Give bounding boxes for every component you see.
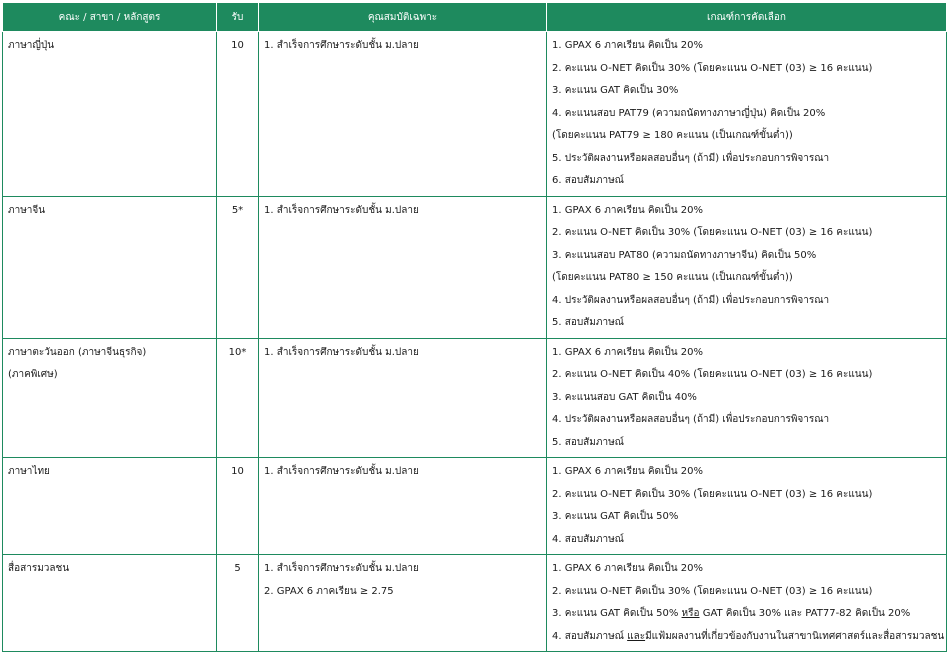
table-row (3, 196, 947, 338)
criteria-line-mixed: 3. คะแนน GAT คิดเป็น 50% หรือ GAT คิดเป็น 30% และ PAT77-82 คิดเป็น 20% (552, 608, 911, 619)
seats-cell: 10* (217, 338, 259, 458)
criteria-cell: 1. GPAX 6 ภาคเรียน คิดเป็น 20% 2. คะแนน O-NET คิดเป็น 40% (โดยคะแนน O-NET (03) ≥ 16 คะแนน) 3. คะแนนสอบ GAT คิดเป็น 40% 4. ประวัติผลงานหรือผลสอบอื่นๆ (ถ้ามี) เพื่อประกอบการพิจารณา 5. สอบสัมภาษณ์ (547, 338, 947, 458)
seats-cell: 10 (217, 458, 259, 555)
program-cell: ภาษาจีน (3, 196, 217, 338)
program-cell: ภาษาญี่ปุ่น (3, 32, 217, 197)
seats-cell: 10 (217, 32, 259, 197)
table-row (3, 458, 947, 555)
program-cell: ภาษาไทย (3, 458, 217, 555)
header-qualifications: คุณสมบัติเฉพาะ (259, 3, 547, 32)
qualifications-cell: 1. สำเร็จการศึกษาระดับชั้น ม.ปลาย (259, 338, 547, 458)
table-row (3, 32, 947, 197)
qualifications-cell: 1. สำเร็จการศึกษาระดับชั้น ม.ปลาย (259, 196, 547, 338)
program-cell: สื่อสารมวลชน (3, 555, 217, 652)
header-criteria: เกณฑ์การคัดเลือก (547, 3, 947, 32)
criteria-line-mixed: 4. สอบสัมภาษณ์ และมีแฟ้มผลงานที่เกี่ยวข้องกับงานในสาขานิเทศศาสตร์และสื่อสารมวลชน (552, 630, 945, 642)
header-seats: รับ (217, 3, 259, 32)
table-header-row (3, 3, 947, 32)
criteria-cell: 1. GPAX 6 ภาคเรียน คิดเป็น 20% 2. คะแนน O-NET คิดเป็น 30% (โดยคะแนน O-NET (03) ≥ 16 คะแนน) 3. คะแนน GAT คิดเป็น 30% 4. คะแนนสอบ PAT79 (ความถนัดทางภาษาญี่ปุ่น) คิดเป็น 20% (โดยคะแนน PAT79 ≥ 180 คะแนน (เป็นเกณฑ์ขั้นต่ำ)) 5. ประวัติผลงานหรือผลสอบอื่นๆ (ถ้ามี) เพื่อประกอบการพิจารณา 6. สอบสัมภาษณ์ (547, 32, 947, 197)
table-row (3, 338, 947, 458)
criteria-cell: 1. GPAX 6 ภาคเรียน คิดเป็น 20% 2. คะแนน O-NET คิดเป็น 30% (โดยคะแนน O-NET (03) ≥ 16 คะแนน) 3. คะแนนสอบ PAT80 (ความถนัดทางภาษาจีน) คิดเป็น 50% (โดยคะแนน PAT80 ≥ 150 คะแนน (เป็นเกณฑ์ขั้นต่ำ)) 4. ประวัติผลงานหรือผลสอบอื่นๆ (ถ้ามี) เพื่อประกอบการพิจารณา 5. สอบสัมภาษณ์ (547, 196, 947, 338)
admission-table (2, 2, 947, 652)
qualifications-cell: 1. สำเร็จการศึกษาระดับชั้น ม.ปลาย (259, 458, 547, 555)
seats-cell: 5 (217, 555, 259, 652)
qualifications-cell: 1. สำเร็จการศึกษาระดับชั้น ม.ปลาย (259, 32, 547, 197)
header-program: คณะ / สาขา / หลักสูตร (3, 3, 217, 32)
qualifications-cell: 1. สำเร็จการศึกษาระดับชั้น ม.ปลาย 2. GPAX 6 ภาคเรียน ≥ 2.75 (259, 555, 547, 652)
program-cell: ภาษาตะวันออก (ภาษาจีนธุรกิจ) (ภาคพิเศษ) (3, 338, 217, 458)
criteria-cell: 1. GPAX 6 ภาคเรียน คิดเป็น 20% 2. คะแนน O-NET คิดเป็น 30% (โดยคะแนน O-NET (03) ≥ 16 คะแนน) 3. คะแนน GAT คิดเป็น 50% 4. สอบสัมภาษณ์ (547, 458, 947, 555)
criteria-cell: 1. GPAX 6 ภาคเรียน คิดเป็น 20% 2. คะแนน O-NET คิดเป็น 30% (โดยคะแนน O-NET (03) ≥ 16 คะแนน) 3. คะแนน GAT คิดเป็น 50% หรือ GAT คิดเป็น 30% และ PAT77-82 คิดเป็น 20% 4. สอบสัมภาษณ์ และมีแฟ้มผลงานที่เกี่ยวข้องกับงานในสาขานิเทศศาสตร์และสื่อสารมวลชน (547, 555, 947, 652)
table-row (3, 555, 947, 652)
seats-cell: 5* (217, 196, 259, 338)
